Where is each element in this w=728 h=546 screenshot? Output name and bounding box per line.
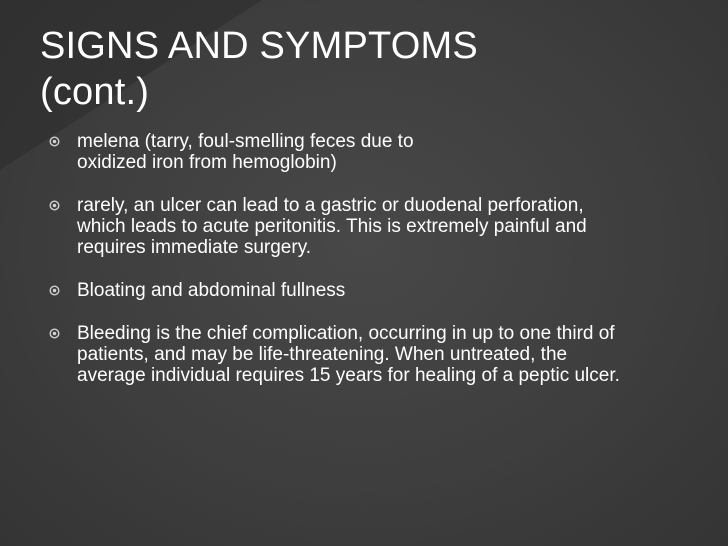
slide-title-line-2: (cont.) xyxy=(40,71,150,113)
bullet-text: rarely, an ulcer can lead to a gastric or duodenal perforation, which leads to acute peritonitis. This is extremely painful and requires immediate surgery. xyxy=(77,195,587,258)
bullet-item xyxy=(44,131,624,173)
circled-dot-icon xyxy=(49,136,60,147)
circled-dot-icon xyxy=(49,285,60,296)
bullet-list xyxy=(44,131,624,408)
bullet-text: melena (tarry, foul-smelling feces due to oxidized iron from hemoglobin) xyxy=(77,131,414,173)
circled-dot-icon xyxy=(49,328,60,339)
bullet-item xyxy=(44,195,624,258)
slide-title xyxy=(40,23,680,115)
bullet-item xyxy=(44,280,624,301)
bullet-text: Bloating and abdominal fullness xyxy=(77,280,346,301)
bullet-text: Bleeding is the chief complication, occurring in up to one third of patients, and may be life-threatening. When untreated, the average individual requires 15 years for healing of a peptic ulcer. xyxy=(77,323,620,386)
slide-title-line-1: SIGNS AND SYMPTOMS xyxy=(40,25,478,67)
circled-dot-icon xyxy=(49,200,60,211)
bullet-item xyxy=(44,323,624,386)
